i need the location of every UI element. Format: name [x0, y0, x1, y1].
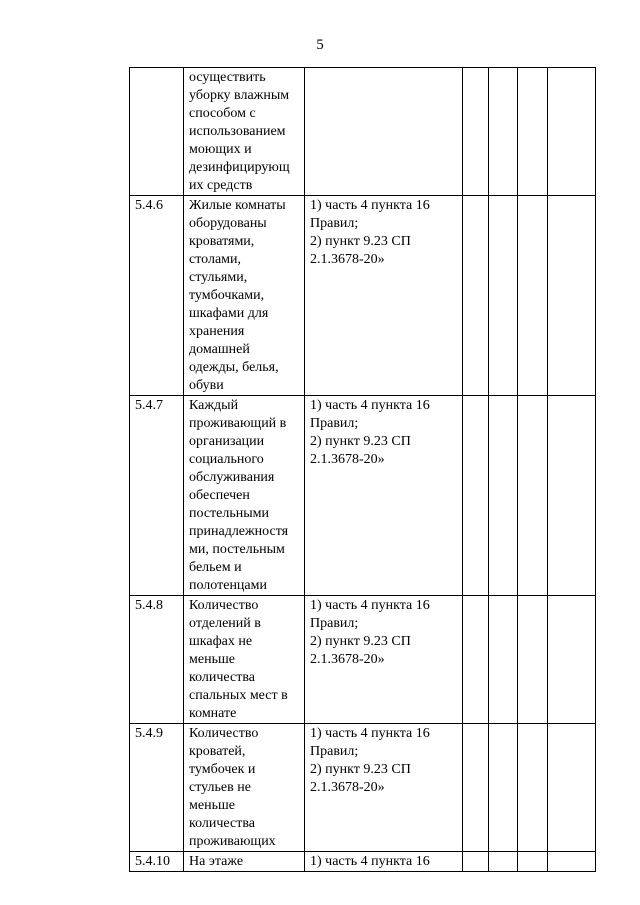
- table-row: [130, 68, 596, 196]
- requirement-cell-line: обслуживания: [189, 470, 275, 485]
- requirement-cell: [184, 396, 305, 596]
- requirement-cell-line: использованием: [189, 124, 286, 139]
- requirement-cell-line: тумбочек и: [189, 762, 256, 777]
- table-row: [130, 396, 596, 596]
- requirement-cell-line: меньше: [189, 652, 235, 667]
- empty-answer-cell: [518, 724, 548, 852]
- requirement-cell-line: принадлежностя: [189, 524, 289, 539]
- requirement-cell-line: отделений в: [189, 616, 261, 631]
- item-number-cell: [130, 724, 184, 852]
- requirement-cell-line: проживающих: [189, 834, 276, 849]
- item-number-cell: [130, 196, 184, 396]
- requirement-cell-line: бельем и: [189, 560, 242, 575]
- item-number-cell-text: 5.4.10: [135, 854, 170, 869]
- legal-reference-cell: [305, 596, 463, 724]
- empty-answer-cell: [489, 724, 518, 852]
- empty-answer-cell: [463, 596, 489, 724]
- empty-answer-cell: [518, 68, 548, 196]
- legal-reference-cell-line: Правил;: [310, 416, 359, 431]
- requirement-cell-line: шкафами для: [189, 306, 269, 321]
- table-row: [130, 852, 596, 872]
- legal-reference-cell-line: 2.1.3678-20»: [310, 452, 385, 467]
- empty-answer-cell: [548, 196, 596, 396]
- requirement-cell-line: обуви: [189, 378, 224, 393]
- empty-answer-cell: [548, 396, 596, 596]
- empty-answer-cell: [463, 724, 489, 852]
- legal-reference-cell: [305, 396, 463, 596]
- requirement-cell-line: кроватей,: [189, 744, 246, 759]
- empty-answer-cell: [548, 596, 596, 724]
- empty-answer-cell: [548, 68, 596, 196]
- requirement-cell-line: тумбочками,: [189, 288, 265, 303]
- item-number-cell: [130, 396, 184, 596]
- legal-reference-cell-line: 2) пункт 9.23 СП: [310, 634, 411, 649]
- requirements-table: [129, 67, 596, 872]
- requirement-cell-line: оборудованы: [189, 216, 267, 231]
- item-number-cell-text: 5.4.8: [135, 598, 163, 613]
- requirement-cell-line: организации: [189, 434, 265, 449]
- item-number-cell: [130, 68, 184, 196]
- requirement-cell-line: стульями,: [189, 270, 248, 285]
- item-number-cell-text: 5.4.6: [135, 198, 163, 213]
- legal-reference-cell-line: 2.1.3678-20»: [310, 780, 385, 795]
- empty-answer-cell: [548, 724, 596, 852]
- requirement-cell-line: дезинфицирующ: [189, 160, 290, 175]
- empty-answer-cell: [489, 396, 518, 596]
- requirement-cell-line: кроватями,: [189, 234, 255, 249]
- requirement-cell: [184, 724, 305, 852]
- requirement-cell-line: Жилые комнаты: [189, 198, 286, 213]
- requirement-cell-line: осуществить: [189, 70, 266, 85]
- legal-reference-cell-line: 1) часть 4 пункта 16: [310, 854, 430, 869]
- requirement-cell-line: ми, постельным: [189, 542, 285, 557]
- legal-reference-cell: [305, 852, 463, 872]
- empty-answer-cell: [463, 396, 489, 596]
- legal-reference-cell: [305, 68, 463, 196]
- empty-answer-cell: [489, 68, 518, 196]
- legal-reference-cell-line: 1) часть 4 пункта 16: [310, 598, 430, 613]
- requirement-cell-line: хранения: [189, 324, 245, 339]
- empty-answer-cell: [463, 196, 489, 396]
- requirement-cell-line: социального: [189, 452, 264, 467]
- requirement-cell-line: уборку влажным: [189, 88, 290, 103]
- table-row: [130, 596, 596, 724]
- empty-answer-cell: [463, 852, 489, 872]
- legal-reference-cell-line: 2.1.3678-20»: [310, 252, 385, 267]
- requirement-cell: [184, 68, 305, 196]
- requirement-cell-line: количества: [189, 816, 255, 831]
- item-number-cell-text: 5.4.7: [135, 398, 163, 413]
- requirement-cell-line: одежды, белья,: [189, 360, 279, 375]
- table-row: [130, 724, 596, 852]
- requirement-cell-line: способом с: [189, 106, 256, 121]
- item-number-cell: [130, 596, 184, 724]
- legal-reference-cell-line: 1) часть 4 пункта 16: [310, 198, 430, 213]
- legal-reference-cell-line: Правил;: [310, 744, 359, 759]
- requirement-cell-line: постельными: [189, 506, 270, 521]
- empty-answer-cell: [518, 396, 548, 596]
- legal-reference-cell-line: 1) часть 4 пункта 16: [310, 726, 430, 741]
- requirement-cell-line: полотенцами: [189, 578, 267, 593]
- empty-answer-cell: [489, 852, 518, 872]
- legal-reference-cell-line: 2) пункт 9.23 СП: [310, 762, 411, 777]
- requirement-cell-line: домашней: [189, 342, 250, 357]
- requirement-cell-line: обеспечен: [189, 488, 250, 503]
- legal-reference-cell-line: 2.1.3678-20»: [310, 652, 385, 667]
- requirement-cell: [184, 596, 305, 724]
- requirement-cell-line: их средств: [189, 178, 253, 193]
- item-number-cell-text: 5.4.9: [135, 726, 163, 741]
- requirement-cell-line: меньше: [189, 798, 235, 813]
- page-number: 5: [316, 37, 324, 53]
- requirement-cell-line: шкафах не: [189, 634, 253, 649]
- legal-reference-cell: [305, 196, 463, 396]
- requirement-cell-line: Количество: [189, 726, 259, 741]
- requirement-cell: [184, 196, 305, 396]
- requirement-cell-line: стульев не: [189, 780, 251, 795]
- empty-answer-cell: [518, 196, 548, 396]
- legal-reference-cell-line: 1) часть 4 пункта 16: [310, 398, 430, 413]
- legal-reference-cell-line: 2) пункт 9.23 СП: [310, 434, 411, 449]
- legal-reference-cell-line: Правил;: [310, 616, 359, 631]
- empty-answer-cell: [489, 596, 518, 724]
- empty-answer-cell: [548, 852, 596, 872]
- legal-reference-cell-line: Правил;: [310, 216, 359, 231]
- empty-answer-cell: [463, 68, 489, 196]
- empty-answer-cell: [518, 596, 548, 724]
- requirement-cell-line: На этаже: [189, 854, 244, 869]
- requirement-cell-line: Каждый: [189, 398, 239, 413]
- requirement-cell: [184, 852, 305, 872]
- legal-reference-cell: [305, 724, 463, 852]
- empty-answer-cell: [489, 196, 518, 396]
- empty-answer-cell: [518, 852, 548, 872]
- requirement-cell-line: Количество: [189, 598, 259, 613]
- requirement-cell-line: столами,: [189, 252, 242, 267]
- requirement-cell-line: количества: [189, 670, 255, 685]
- requirement-cell-line: комнате: [189, 706, 237, 721]
- requirement-cell-line: моющих и: [189, 142, 252, 157]
- item-number-cell: [130, 852, 184, 872]
- table-row: [130, 196, 596, 396]
- legal-reference-cell-line: 2) пункт 9.23 СП: [310, 234, 411, 249]
- requirement-cell-line: спальных мест в: [189, 688, 288, 703]
- requirement-cell-line: проживающий в: [189, 416, 287, 431]
